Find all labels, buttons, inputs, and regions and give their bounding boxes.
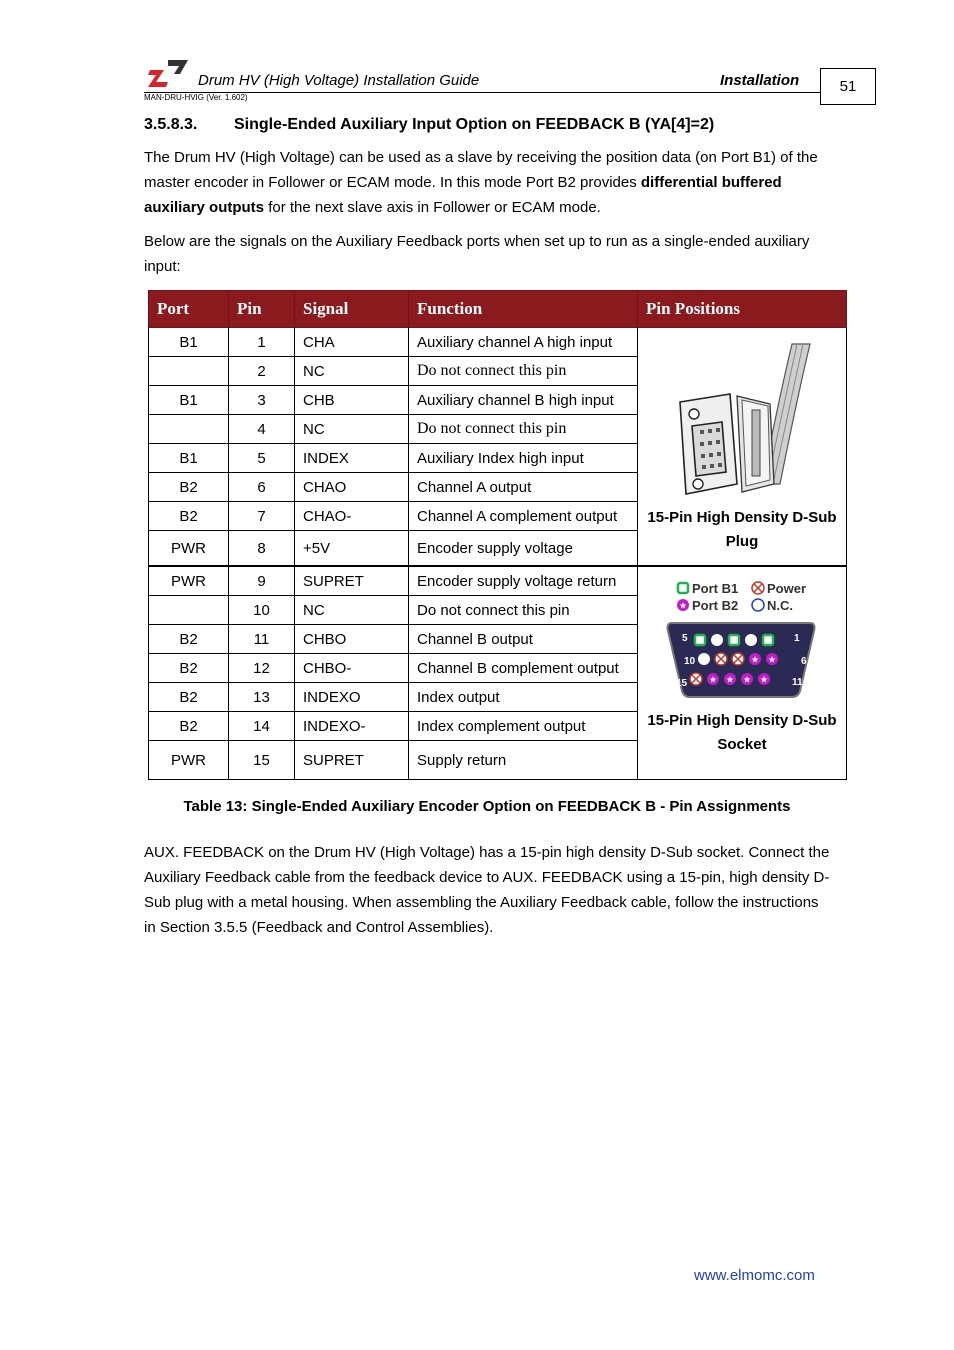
nc-legend-icon	[752, 599, 764, 611]
cell-pin: 3	[229, 386, 295, 415]
legend-port-b2: Port B2	[692, 598, 739, 613]
label-pin-1: 1	[794, 633, 800, 644]
intro-text-bold: differential buffered auxiliary outputs	[144, 174, 782, 216]
intro-paragraph-1	[144, 145, 834, 220]
cell-signal: CHB	[295, 386, 409, 415]
cell-pin: 15	[229, 741, 295, 780]
cell-function: Channel A complement output	[409, 502, 638, 531]
cell-signal: CHAO-	[295, 502, 409, 531]
cell-function: Do not connect this pin	[409, 596, 638, 625]
cell-function: Channel B complement output	[409, 654, 638, 683]
table-header-row	[149, 291, 847, 328]
cell-signal: CHBO	[295, 625, 409, 654]
footer-website-link[interactable]: www.elmomc.com	[694, 1267, 815, 1284]
cell-signal: NC	[295, 415, 409, 444]
header-signal: Signal	[295, 291, 409, 328]
legend-nc: N.C.	[767, 598, 793, 613]
section-heading	[144, 116, 714, 134]
cell-port: B2	[149, 683, 229, 712]
cell-pin: 8	[229, 531, 295, 567]
table-row	[149, 328, 847, 357]
cell-port: PWR	[149, 531, 229, 567]
document-version: MAN-DRU-HVIG (Ver. 1.602)	[144, 93, 248, 102]
cell-pin: 10	[229, 596, 295, 625]
section-title: Single-Ended Auxiliary Input Option on FEEDBACK B (YA[4]=2)	[234, 116, 715, 133]
cell-signal: INDEX	[295, 444, 409, 473]
cell-port: B1	[149, 386, 229, 415]
cell-signal: INDEXO	[295, 683, 409, 712]
svg-text:★: ★	[708, 674, 718, 685]
cell-function: Index output	[409, 683, 638, 712]
cell-signal: SUPRET	[295, 566, 409, 596]
pin-assignment-table	[148, 290, 847, 780]
plug-caption: 15-Pin High Density D-Sub Plug	[647, 509, 837, 550]
cell-port: PWR	[149, 741, 229, 780]
label-pin-15: 15	[676, 678, 688, 689]
svg-text:★: ★	[750, 654, 760, 665]
cell-signal: +5V	[295, 531, 409, 567]
cell-function: Channel A output	[409, 473, 638, 502]
plug-diagram-cell	[638, 328, 847, 567]
d-sub-plug-image	[642, 334, 842, 504]
cell-pin: 9	[229, 566, 295, 596]
d-sub-socket-pinout-image	[642, 575, 842, 705]
table-caption: Table 13: Single-Ended Auxiliary Encoder Option on FEEDBACK B - Pin Assignments	[183, 798, 791, 815]
cell-port: PWR	[149, 566, 229, 596]
socket-diagram-cell	[638, 566, 847, 780]
cell-signal: CHBO-	[295, 654, 409, 683]
intro-text-a: The Drum HV (High Voltage) can be used as a slave by receiving the position data (on Port B1) of the master encoder in Follower or ECAM mode. In this mode Port B2 provides	[144, 149, 818, 191]
cell-signal: CHA	[295, 328, 409, 357]
svg-text:★: ★	[759, 674, 769, 685]
cell-signal: INDEXO-	[295, 712, 409, 741]
cell-function: Do not connect this pin	[409, 415, 638, 444]
header-function: Function	[409, 291, 638, 328]
cell-pin: 5	[229, 444, 295, 473]
document-title: Drum HV (High Voltage) Installation Guide	[198, 72, 480, 89]
cell-function: Supply return	[409, 741, 638, 780]
cell-port: B2	[149, 625, 229, 654]
elmo-logo-icon	[146, 58, 190, 88]
cell-signal: CHAO	[295, 473, 409, 502]
cell-port: B1	[149, 328, 229, 357]
cell-signal: NC	[295, 596, 409, 625]
cell-pin: 11	[229, 625, 295, 654]
section-number: 3.5.8.3.	[144, 116, 198, 133]
chapter-name: Installation	[720, 72, 800, 89]
cell-signal: NC	[295, 357, 409, 386]
header-port: Port	[149, 291, 229, 328]
outro-paragraph: AUX. FEEDBACK on the Drum HV (High Voltage) has a 15-pin high density D-Sub socket. Connect the Auxiliary Feedback cable from the feedback device to AUX. FEEDBACK using a 15-pin, high density D-Sub plug with a metal housing. When assembling the Auxiliary Feedback cable, follow the instructions in Section 3.5.5 (Feedback and Control Assemblies).	[144, 844, 830, 936]
intro-paragraph-2: Below are the signals on the Auxiliary Feedback ports when set up to run as a single-ended auxiliary input:	[144, 233, 810, 275]
cell-port: B2	[149, 502, 229, 531]
cell-function: Auxiliary channel A high input	[409, 328, 638, 357]
cell-signal: SUPRET	[295, 741, 409, 780]
cell-pin: 14	[229, 712, 295, 741]
label-pin-6: 6	[801, 656, 807, 667]
page-number	[820, 68, 876, 105]
cell-port	[149, 415, 229, 444]
cell-port: B1	[149, 444, 229, 473]
svg-text:★: ★	[725, 674, 735, 685]
cell-function: Do not connect this pin	[409, 357, 638, 386]
table-row	[149, 566, 847, 596]
legend-port-b1: Port B1	[692, 581, 739, 596]
port-b1-legend-icon	[678, 583, 688, 593]
cell-function: Auxiliary Index high input	[409, 444, 638, 473]
cell-pin: 12	[229, 654, 295, 683]
svg-text:★: ★	[742, 674, 752, 685]
cell-port: B2	[149, 712, 229, 741]
cell-pin: 1	[229, 328, 295, 357]
cell-function: Encoder supply voltage	[409, 531, 638, 567]
cell-pin: 2	[229, 357, 295, 386]
intro-text-b: for the next slave axis in Follower or ECAM mode.	[264, 199, 601, 216]
cell-function: Index complement output	[409, 712, 638, 741]
label-pin-5: 5	[682, 633, 688, 644]
cell-port	[149, 357, 229, 386]
cell-port: B2	[149, 473, 229, 502]
cell-function: Encoder supply voltage return	[409, 566, 638, 596]
label-pin-10: 10	[684, 656, 696, 667]
cell-function: Auxiliary channel B high input	[409, 386, 638, 415]
header-pin-positions: Pin Positions	[638, 291, 847, 328]
label-pin-11: 11	[792, 677, 803, 688]
svg-text:★: ★	[767, 654, 777, 665]
cell-pin: 6	[229, 473, 295, 502]
cell-pin: 7	[229, 502, 295, 531]
cell-pin: 13	[229, 683, 295, 712]
socket-caption: 15-Pin High Density D-Sub Socket	[647, 712, 837, 753]
cell-function: Channel B output	[409, 625, 638, 654]
cell-pin: 4	[229, 415, 295, 444]
legend-power: Power	[767, 581, 807, 596]
page-number-text: 51	[839, 78, 857, 95]
cell-port	[149, 596, 229, 625]
header-pin: Pin	[229, 291, 295, 328]
svg-text:★: ★	[678, 600, 688, 611]
cell-port: B2	[149, 654, 229, 683]
